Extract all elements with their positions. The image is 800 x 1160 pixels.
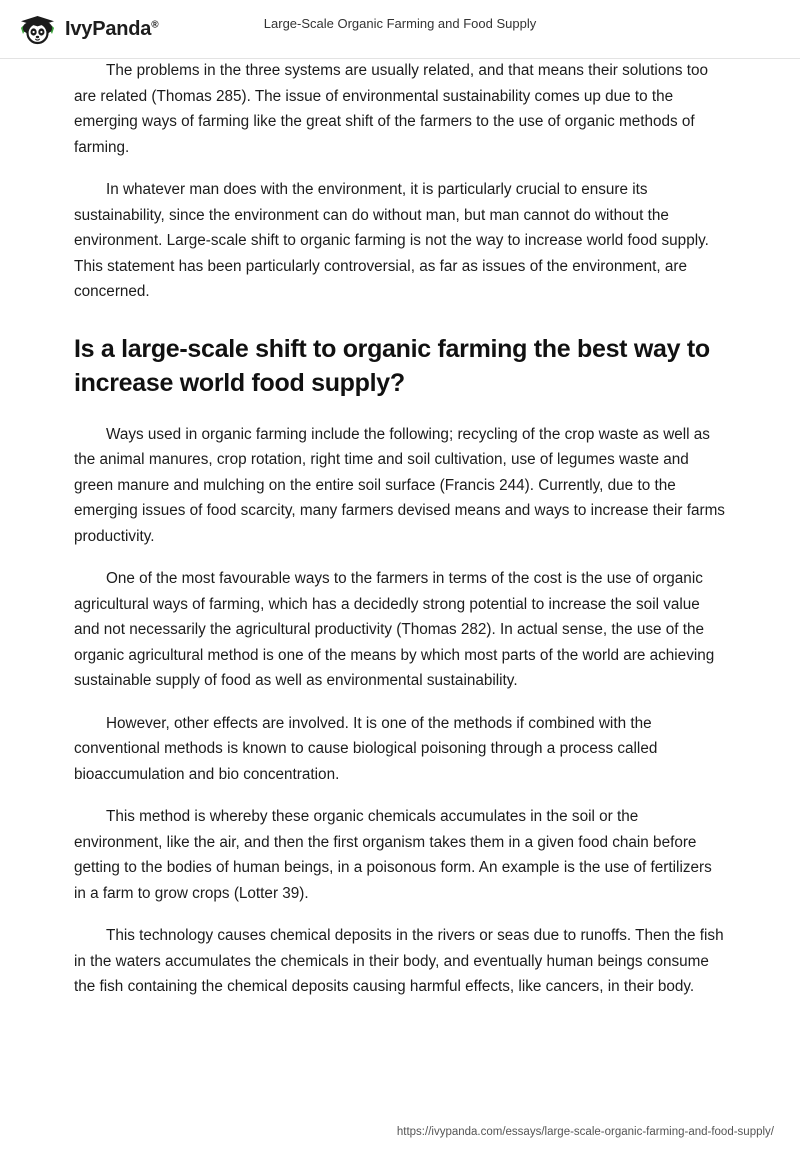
paragraph: The problems in the three systems are usually related, and that means their solutions too are related (Thomas 285). The issue of environmental sustainability comes up due to the emerging ways of farming like the great shift of the farmers to the use of organic methods of farming. — [74, 62, 708, 156]
graduation-cap-panda-logo-icon — [18, 12, 58, 46]
brand-logo-link[interactable] — [18, 12, 158, 46]
paragraph: One of the most favourable ways to the farmers in terms of the cost is the use of organic agricultural ways of farming, which has a decidedly strong potential to increase the soil value and not necessarily the agricultural productivity (Thomas 282). In actual sense, the use of the organic agricultural method is one of the means by which most parts of the world are achieving sustainable supply of food as well as environmental sustainability. — [74, 570, 715, 689]
paragraph: In whatever man does with the environment, it is particularly crucial to ensure its sustainability, since the environment can do without man, but man cannot do without the environment. Large-scale shift to organic farming is not the way to increase world food supply. This statement has been particularly controversial, as far as issues of the environment, are concerned. — [74, 181, 709, 300]
section-heading: Is a large-scale shift to organic farming the best way to increase world food supply? — [74, 334, 710, 397]
page-header — [0, 0, 800, 59]
paragraph: This method is whereby these organic chemicals accumulates in the soil or the environment, like the air, and then the first organism takes them in a given food chain before getting to the bodies of human beings, in a poisonous form. An example is the use of fertilizers in a farm to grow crops (Lotter 39). — [74, 808, 712, 902]
paragraph: However, other effects are involved. It is one of the methods if combined with the conventional methods is known to cause biological poisoning through a process called bioaccumulation and bio concentration. — [74, 714, 658, 783]
paragraph: Ways used in organic farming include the following; recycling of the crop waste as well as the animal manures, crop rotation, right time and soil cultivation, use of legumes waste and green manure and mulching on the entire soil surface (Francis 244). Currently, due to the emerging issues of food scarcity, many farmers devised means and ways to increase their farms productivity. — [74, 425, 725, 545]
brand-name: IvyPanda® — [65, 17, 159, 40]
source-url-link[interactable]: https://ivypanda.com/essays/large-scale-organic-farming-and-food-supply/ — [396, 1126, 774, 1138]
page-title: Large-Scale Organic Farming and Food Supply — [263, 16, 537, 31]
page-footer — [0, 1126, 800, 1138]
registered-mark: ® — [151, 18, 159, 30]
document-body — [74, 58, 726, 1017]
paragraph: This technology causes chemical deposits in the rivers or seas due to runoffs. Then the fish in the waters accumulates the chemicals in their body, and eventually human beings consume the fish containing the chemical deposits causing harmful effects, like cancers, in their body. — [74, 927, 724, 995]
